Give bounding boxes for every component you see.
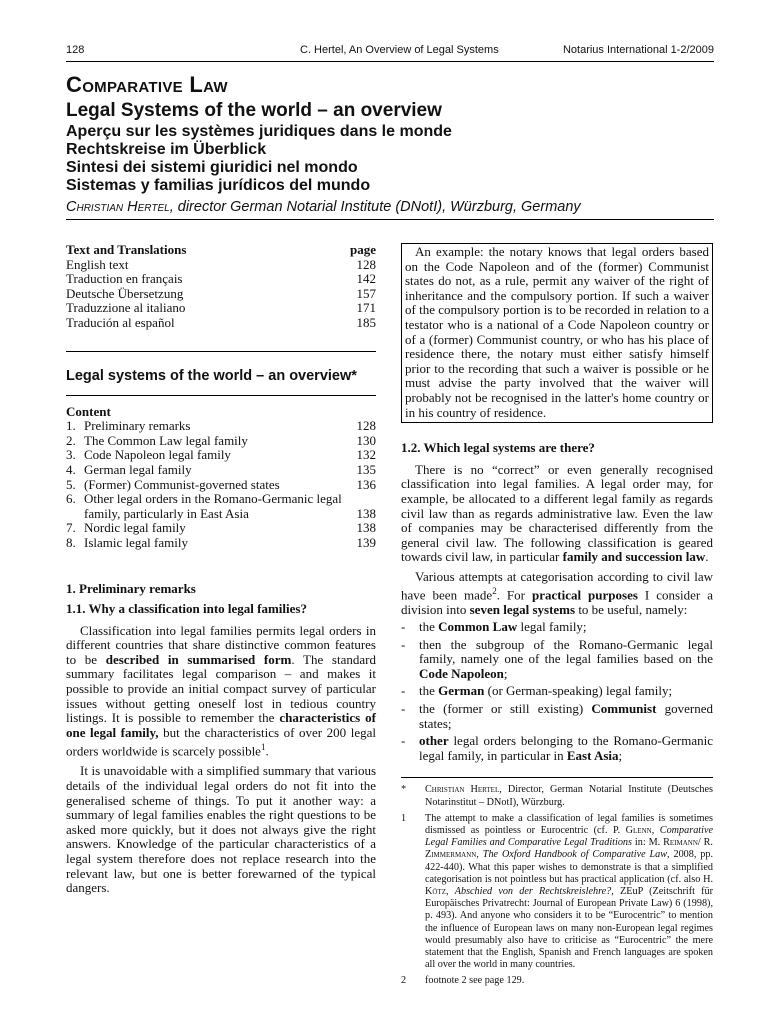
translation-row xyxy=(66,301,376,316)
contents-number: 8. xyxy=(66,534,76,550)
contents-label: Code Napoleon legal family xyxy=(84,447,231,463)
translation-label: Deutsche Übersetzung xyxy=(66,285,184,301)
contents-label: Islamic legal family xyxy=(84,534,188,550)
contents-page: 139 xyxy=(356,534,376,550)
title-italian: Sintesi dei sistemi giuridici nel mondo xyxy=(66,159,358,176)
footnote-2: 2 footnote 2 see page 129. xyxy=(401,975,525,987)
translation-page: 171 xyxy=(356,300,376,316)
footnote-rule xyxy=(401,777,713,778)
translation-row xyxy=(66,316,376,331)
translations-header xyxy=(66,243,376,258)
section-1-1-paragraph-2: It is unavoidable with a simplified summary that various details of the individual legal orders do not fit into the generalised scheme of things. To put it another way: a summary of legal families enables the right questions to be asked more quickly, but it does not always give the right answers. Knowledge of the particular characteristics of a legal system therefore does not replace research into the relevant law, but one is better forewarned of the typical dangers. xyxy=(66,763,376,896)
contents-number: 7. xyxy=(66,520,76,536)
page-column-label: page xyxy=(350,242,376,257)
contents-number: 3. xyxy=(66,447,76,463)
title-spanish: Sistemas y familias jurídicos del mundo xyxy=(66,177,371,194)
contents-list xyxy=(66,419,376,550)
section-1-1-paragraph-1: Classification into legal families permits legal orders in different countries that share distinctive common features to be described in summarised form. The standard summary facilitates legal comparison – and makes it possible to provide an initial compact survey of particular issues without getting oneself lost in tedious country listings. It is possible to remember the characteristics of one legal family, but the characteristics of over 200 legal orders worldwide is scarcely possible$^1$. xyxy=(66,622,376,759)
title-english: Legal Systems of the world – an overview xyxy=(66,100,442,121)
section-1-2-heading: 1.2. Which legal systems are there? xyxy=(401,440,595,456)
translation-row xyxy=(66,272,376,287)
contents-page: 136 xyxy=(356,476,376,492)
footnotes xyxy=(401,784,713,987)
translations-heading: Text and Translations xyxy=(66,242,187,257)
title-rule xyxy=(66,219,714,220)
footnote-1: 1 The attempt to make a classification of legal families is sometimes dismissed as pointless or Eurocentric (cf. P. Glenn, Comparative Legal Families and Comparative Legal Traditions in: M. Reimann/ R. Zimmermann, The Oxford Handbook of Comparative Law, 2008, pp. 422-440). What this paper wishes to demonstrate is that a simplified categorisation is not pointless but has practical application (cf. also H. Kötz, Abschied von der Rechtskreislehre?, ZEuP (Zeitschrift für Europäisches Privatrecht: Journal of European Private Law) 6 (1998), p. 493). And anyone who considers it to be “Eurocentric” to mention the influence of European laws on many non-European legal regimes would presumably also have to criticise as “Eurocentric” the mere statement that the English, Spanish and French languages are spoken all over the world in many countries. xyxy=(401,812,714,971)
contents-row xyxy=(66,434,376,449)
contents-label: German legal family xyxy=(84,461,192,477)
article-running-title: C. Hertel, An Overview of Legal Systems xyxy=(300,44,499,56)
contents-page: 130 xyxy=(356,432,376,448)
contents-page: 132 xyxy=(356,447,376,463)
translations-list xyxy=(66,258,376,331)
section-1-2-paragraph-2: Various attempts at categorisation according to civil law have been made$^2$. For practical purposes I consider a division into seven legal systems to be useful, namely: xyxy=(401,568,714,618)
contents-number: 5. xyxy=(66,476,76,492)
list-item: - then the subgroup of the Romano-Germanic legal family, namely one of the legal families based on the Code Napoleon; xyxy=(401,636,713,681)
section-1-heading: 1. Preliminary remarks xyxy=(66,580,196,596)
footnote-star: * Christian Hertel, Director, German Notarial Institute (Deutsches Notarinstitut – DNotI), Würzburg. xyxy=(401,784,713,808)
title-french: Aperçu sur les systèmes juridiques dans le monde xyxy=(66,123,452,140)
translation-page: 157 xyxy=(356,285,376,301)
article-heading-rule xyxy=(66,395,376,396)
contents-page: 138 xyxy=(356,520,376,536)
contents-label: The Common Law legal family xyxy=(84,432,248,448)
contents-row xyxy=(66,448,376,463)
contents-number: 4. xyxy=(66,461,76,477)
page-number: 128 xyxy=(66,44,85,56)
translation-label: English text xyxy=(66,256,129,272)
right-column xyxy=(401,243,713,988)
translations-rule xyxy=(66,351,376,352)
contents-page: 138 xyxy=(356,505,376,521)
list-item: - the (former or still existing) Communist governed states; xyxy=(401,700,713,731)
contents-number: 1. xyxy=(66,418,76,434)
author-affiliation: , director German Notarial Institute (DNotI), Würzburg, Germany xyxy=(169,199,581,215)
author-line xyxy=(66,197,714,217)
section-title: Comparative Law xyxy=(66,72,228,97)
section-1-1-heading: 1.1. Why a classification into legal families? xyxy=(66,601,307,617)
contents-page: 135 xyxy=(356,461,376,477)
contents-number: 6. xyxy=(66,491,76,507)
list-item: - the Common Law legal family; xyxy=(401,618,587,634)
title-german: Rechtskreise im Überblick xyxy=(66,141,267,158)
translation-label: Traduzzione al italiano xyxy=(66,300,186,316)
author-name: Christian Hertel xyxy=(66,199,170,215)
running-header xyxy=(66,44,714,60)
footnote-ref-2: 2 xyxy=(492,586,497,597)
translation-page: 128 xyxy=(356,256,376,272)
translation-page: 142 xyxy=(356,271,376,287)
journal-issue: Notarius International 1-2/2009 xyxy=(562,44,714,56)
translation-row xyxy=(66,258,376,273)
contents-row xyxy=(66,521,376,536)
contents-row xyxy=(66,492,376,521)
contents-number: 2. xyxy=(66,432,76,448)
section-1-2-paragraph-1: There is no “correct” or even generally recognised classification into legal families. A legal order may, for example, be allocated to a different legal family as regards civil law than as regards administrative law. Even the law of companies may be characterised differently from the general civil law. The following classification is geared towards civil law, in particular family and succession law. xyxy=(401,461,713,565)
contents-row xyxy=(66,536,376,551)
article-heading: Legal systems of the world – an overview* xyxy=(66,367,357,384)
contents-label: (Former) Communist-governed states xyxy=(84,476,280,492)
translation-page: 185 xyxy=(356,314,376,330)
contents-label: Other legal orders in the Romano-Germanic legal family, particularly in East Asia xyxy=(84,491,342,521)
translation-label: Traduction en français xyxy=(66,271,183,287)
example-box: An example: the notary knows that legal orders based on the Code Napoleon and of the (former) Communist states do not, as a rule, permit any waiver of the right of inheritance and the compulsory portion. If such a waiver of the compulsory portion is to be recorded in relation to a testator who is a national of a Code Napoleon country or of a (former) Communist country, or who has his place of residence there, the notary must either satisfy himself prior to the recording that such a waiver is possible or he must advise the party involved that the waiver will probably not be recognised in the latter's home country or in his country of residence. xyxy=(401,243,713,423)
translation-label: Tradución al español xyxy=(66,314,175,330)
header-rule xyxy=(66,61,714,62)
list-item: - other legal orders belonging to the Romano-Germanic legal family, in particular in East Asia; xyxy=(401,733,713,763)
list-item: - the German (or German-speaking) legal family; xyxy=(401,683,673,699)
contents-row xyxy=(66,478,376,493)
left-column xyxy=(66,243,376,896)
contents-heading: Content xyxy=(66,403,111,419)
title-block xyxy=(66,72,714,217)
footnote-ref-1: 1 xyxy=(260,742,266,753)
contents-page: 128 xyxy=(356,418,376,434)
legal-systems-list xyxy=(401,620,713,763)
contents-label: Preliminary remarks xyxy=(84,418,191,434)
contents-row xyxy=(66,463,376,478)
translation-row xyxy=(66,287,376,302)
contents-label: Nordic legal family xyxy=(84,520,186,536)
contents-row xyxy=(66,419,376,434)
